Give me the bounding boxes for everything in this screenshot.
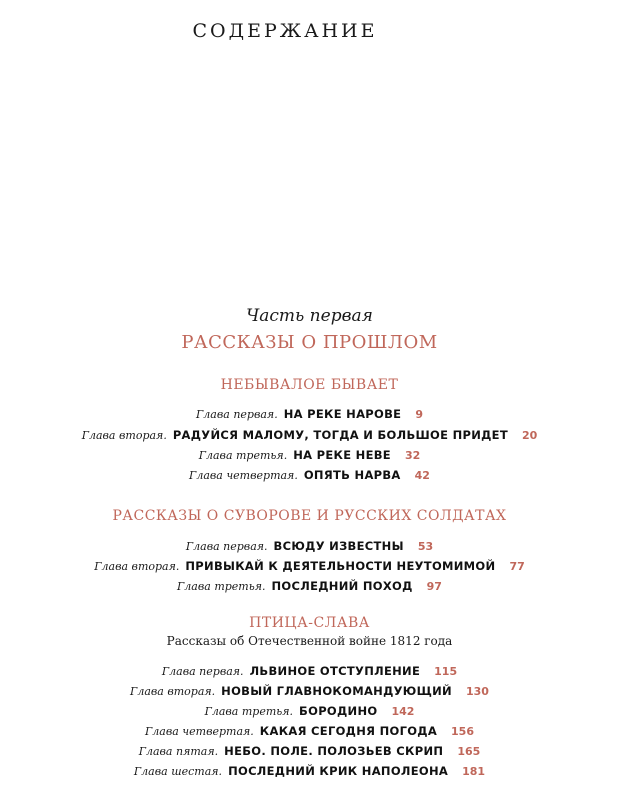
chapter-page: 97	[426, 580, 442, 593]
chapter-page: 142	[391, 705, 415, 718]
section-subtitle: Рассказы об Отечественной войне 1812 года	[166, 634, 453, 648]
chapter-page: 53	[417, 540, 434, 553]
chapter-title: БОРОДИНО	[299, 704, 378, 718]
chapter-page: 77	[509, 560, 525, 573]
toc-entry[interactable]	[0, 467, 619, 484]
chapter-page: 130	[465, 685, 489, 698]
toc-entry[interactable]	[0, 703, 619, 720]
toc-entry[interactable]	[0, 763, 619, 780]
chapter-number: Глава вторая.	[130, 685, 216, 698]
chapter-title: ПОСЛЕДНИЙ ПОХОД	[271, 579, 413, 593]
chapter-number: Глава первая.	[196, 408, 278, 421]
section-title: РАССКАЗЫ О СУВОРОВЕ И РУССКИХ СОЛДАТАХ	[112, 508, 507, 524]
toc-entry[interactable]	[0, 558, 619, 575]
chapter-page: 165	[457, 745, 481, 758]
chapter-number: Глава первая.	[185, 540, 268, 553]
chapter-number: Глава четвертая.	[189, 469, 298, 482]
chapter-title: НА РЕКЕ НАРОВЕ	[283, 407, 402, 421]
chapter-title: НЕБО. ПОЛЕ. ПОЛОЗЬЕВ СКРИП	[224, 744, 444, 758]
chapter-title: ЛЬВИНОЕ ОТСТУПЛЕНИЕ	[249, 664, 421, 678]
chapter-title: НА РЕКЕ НЕВЕ	[293, 448, 391, 462]
toc-entry[interactable]	[0, 723, 619, 740]
chapter-title: ВСЮДУ ИЗВЕСТНЫ	[273, 539, 404, 553]
section-heading	[0, 377, 619, 393]
chapter-title: ОПЯТЬ НАРВА	[303, 468, 401, 482]
toc-entry[interactable]	[0, 663, 619, 680]
chapter-number: Глава вторая.	[81, 429, 167, 442]
part-title: РАССКАЗЫ О ПРОШЛОМ	[181, 332, 438, 353]
chapter-number: Глава первая.	[161, 665, 244, 678]
chapter-number: Глава третья.	[177, 580, 266, 593]
toc-entry[interactable]	[0, 578, 619, 595]
toc-entry[interactable]	[0, 683, 619, 700]
chapter-number: Глава шестая.	[133, 765, 223, 778]
section-heading	[0, 508, 619, 524]
toc-entry[interactable]	[0, 447, 619, 464]
section-title: НЕБЫВАЛОЕ БЫВАЕТ	[220, 377, 399, 393]
toc-entry[interactable]	[0, 427, 619, 444]
toc-entry[interactable]	[0, 743, 619, 760]
chapter-page: 156	[451, 725, 474, 738]
chapter-page: 115	[434, 665, 458, 678]
chapter-number: Глава третья.	[204, 705, 294, 718]
chapter-title: ПОСЛЕДНИЙ КРИК НАПОЛЕОНА	[228, 764, 449, 778]
page-title: СОДЕРЖАНИЕ	[192, 20, 378, 42]
chapter-title: ПРИВЫКАЙ К ДЕЯТЕЛЬНОСТИ НЕУТОМИМОЙ	[185, 559, 496, 573]
chapter-page: 181	[462, 765, 486, 778]
toc-entry[interactable]	[0, 538, 619, 555]
toc-entry[interactable]	[0, 406, 619, 423]
section-heading	[0, 615, 619, 648]
chapter-number: Глава третья.	[198, 449, 288, 462]
chapter-page: 32	[404, 449, 421, 462]
section-title: ПТИЦА-СЛАВА	[249, 615, 370, 631]
part-label: Часть первая	[246, 306, 373, 326]
chapter-title: НОВЫЙ ГЛАВНОКОМАНДУЮЩИЙ	[221, 684, 452, 698]
chapter-page: 9	[415, 408, 423, 421]
chapter-page: 42	[414, 469, 430, 482]
chapter-title: КАКАЯ СЕГОДНЯ ПОГОДА	[259, 724, 438, 738]
chapter-number: Глава четвертая.	[144, 725, 254, 738]
chapter-title: РАДУЙСЯ МАЛОМУ, ТОГДА И БОЛЬШОЕ ПРИДЕТ	[172, 428, 508, 442]
chapter-number: Глава вторая.	[94, 560, 180, 573]
chapter-page: 20	[522, 429, 538, 442]
chapter-number: Глава пятая.	[138, 745, 219, 758]
